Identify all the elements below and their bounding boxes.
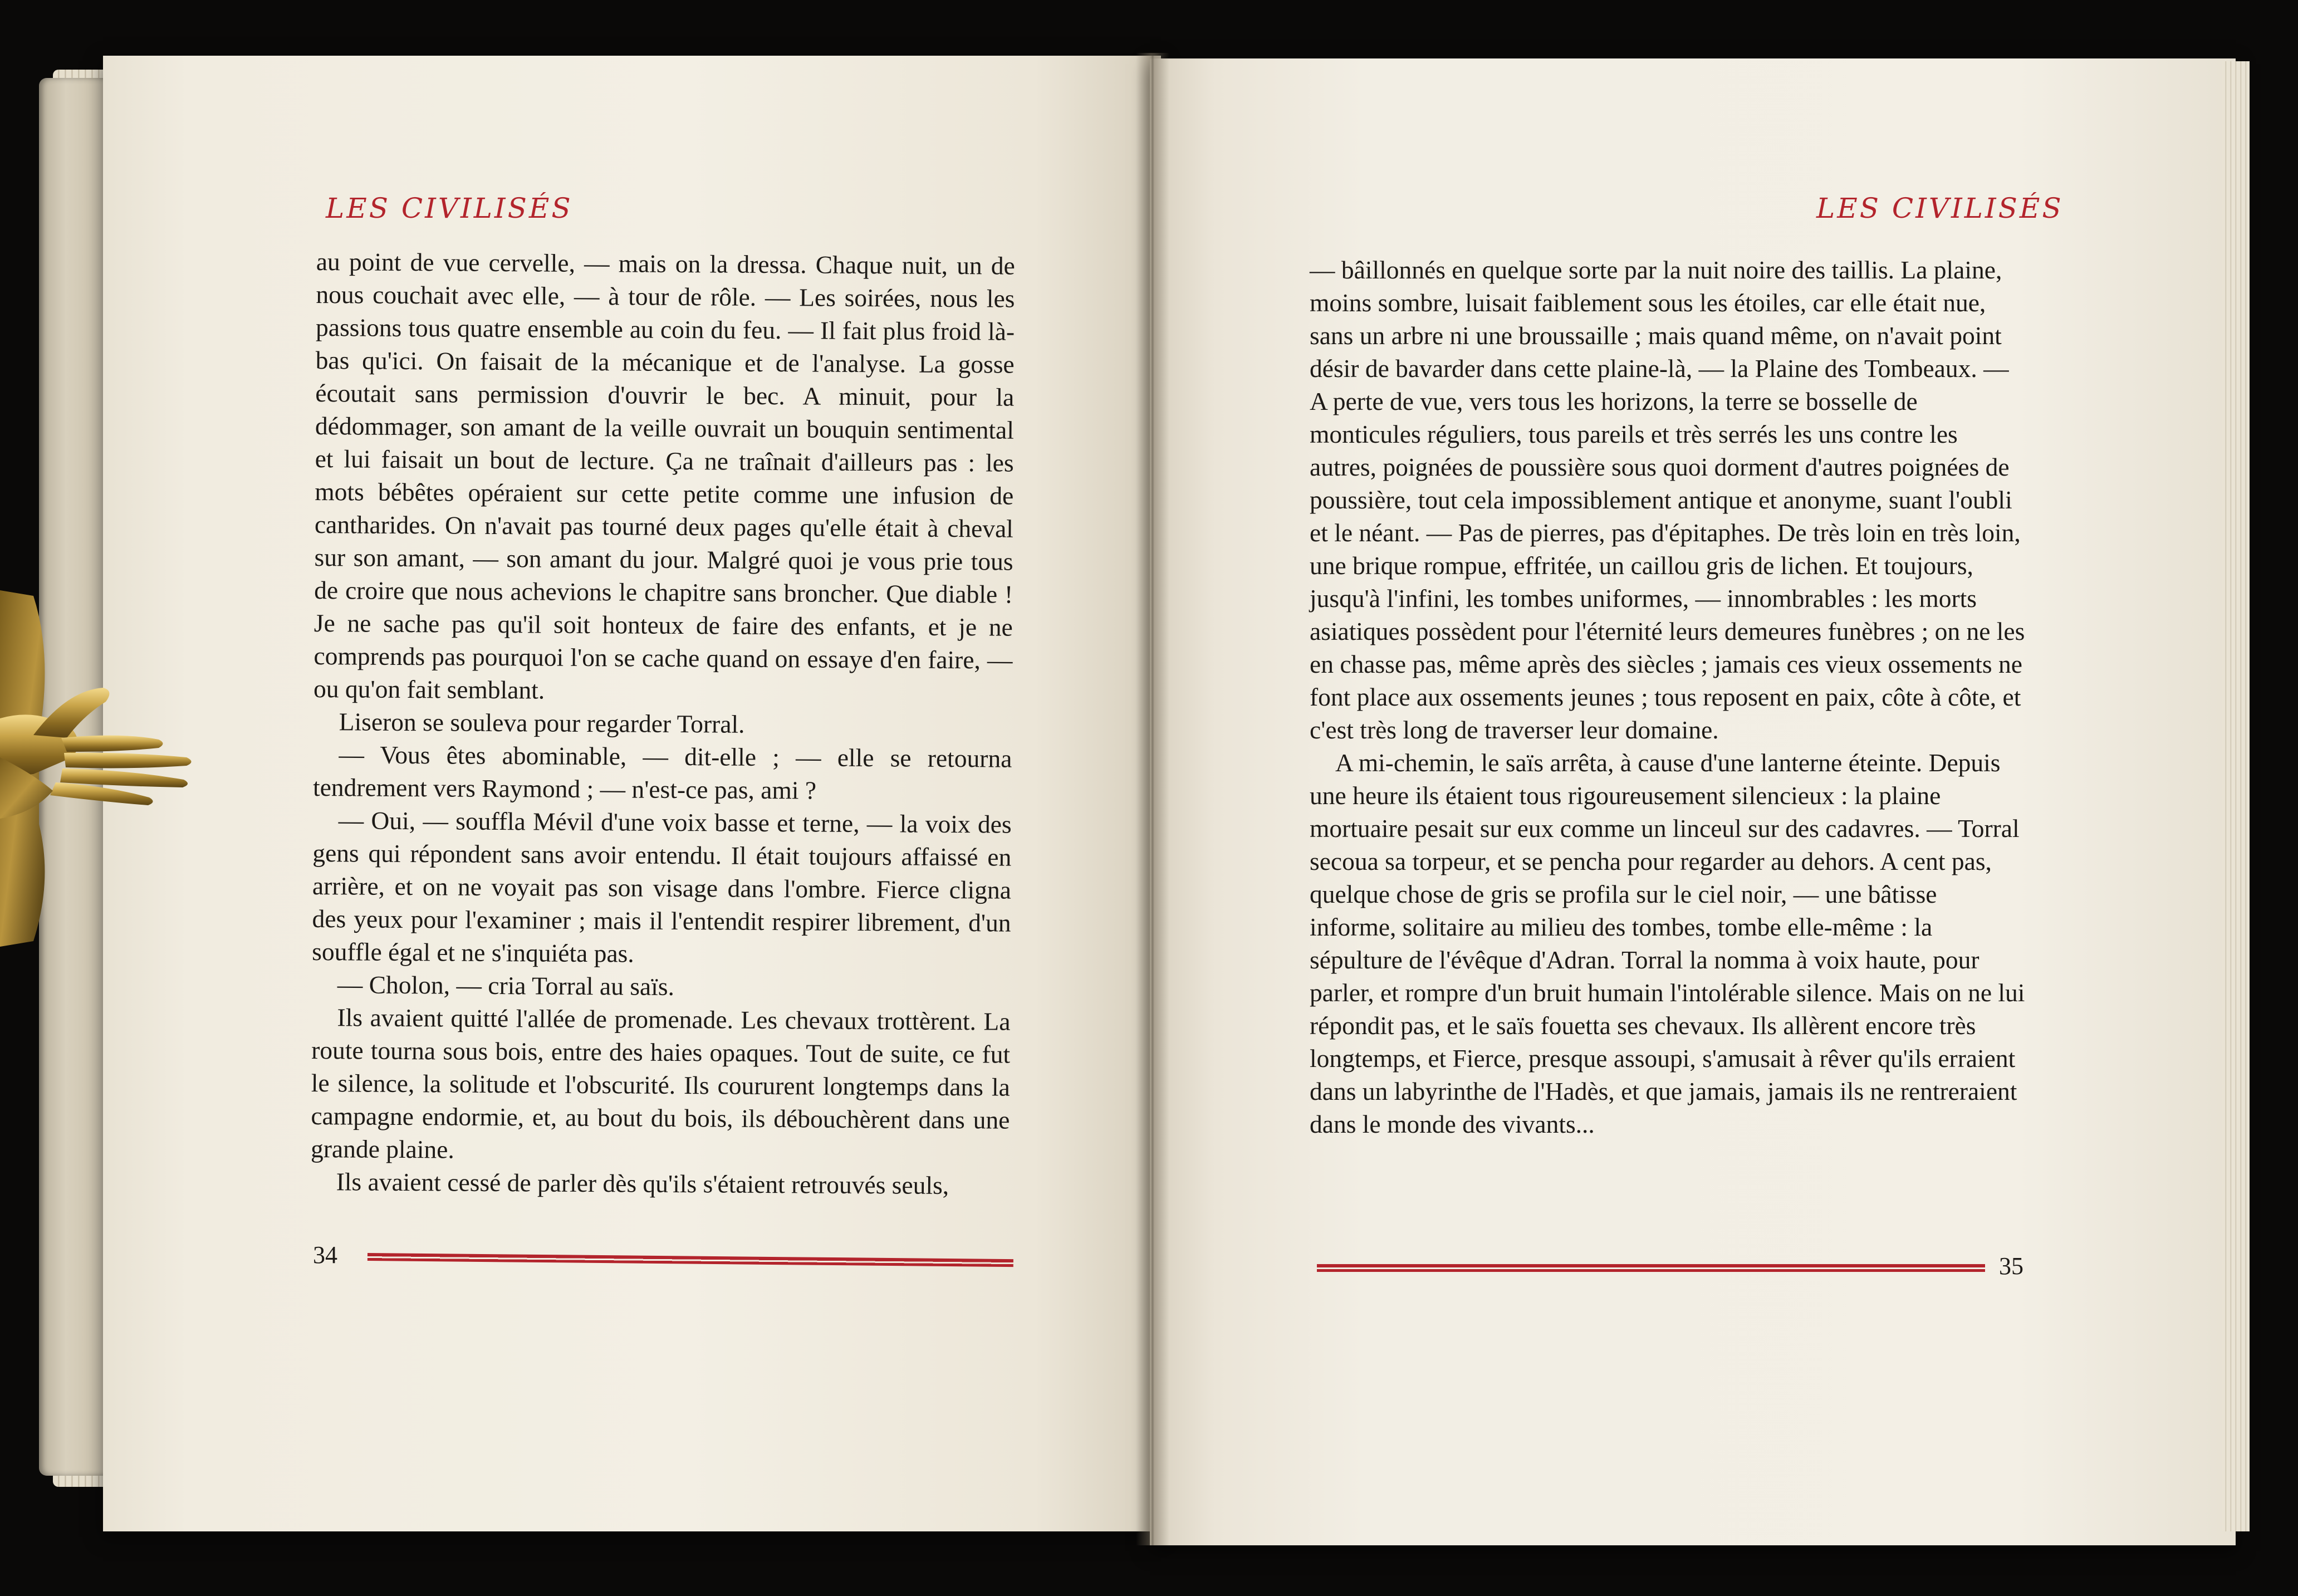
right-running-head: LES CIVILISÉS: [1816, 192, 2064, 224]
right-folio: 35: [1999, 1252, 2023, 1280]
right-red-rule: [1317, 1264, 1985, 1272]
left-paragraph-2: Liseron se souleva pour regarder Torral.: [339, 707, 745, 738]
right-page-edges: [2222, 61, 2250, 1531]
right-paragraph-2: A mi-chemin, le saïs arrêta, à cause d'une lanterne éteinte. Depuis une heure ils étaient tous rigoureusement silencieux : la plaine mortuaire pesait sur eux comme un linceul sur des cadavres. — Torral secoua sa torpeur, et se pencha pour regarder au dehors. A cent pas, quelque chose de gris se profila sur le ciel noir, — une bâtisse informe, solitaire au milieu des tombes, tombe elle-même : la sépulture de l'évêque d'Adran. Torral la nomma à voix haute, pour parler, et rompre d'un bruit humain l'intolérable silence. Mais on ne lui répondit pas, et le saïs fouetta ses chevaux. Ils allèrent encore très longtemps, et Fierce, presque assoupi, s'amusait à rêver qu'ils erraient dans un labyrinthe de l'Hadès, et que jamais, jamais ils ne rentreraient dans le monde des vivants...: [1310, 748, 2025, 1138]
left-text-block: [311, 245, 1015, 1202]
left-paragraph-7: Ils avaient cessé de parler dès qu'ils s'étaient retrouvés seuls,: [336, 1167, 949, 1200]
left-paragraph-4: — Oui, — souffla Mévil d'une voix basse et terne, — la voix des gens qui répondent sans avoir entendu. Il était toujours affaissé en arrière, et on ne voyait pas son visage dans l'ombre. Fierce cligna des yeux pour l'examiner ; mais il l'entendit respirer librement, d'un souffle égal et ne s'inquiéta pas.: [312, 806, 1012, 968]
brass-hand-icon: [0, 590, 200, 947]
left-folio: 34: [313, 1241, 337, 1269]
left-running-head: LES CIVILISÉS: [326, 192, 573, 224]
right-text-block: [1310, 253, 2029, 1140]
book-gutter: [1136, 53, 1169, 1545]
left-paragraph-6: Ils avaient quitté l'allée de promenade. Les chevaux trottèrent. La route tourna sous bois, entre des haies opaques. Tout de suite, ce fut le silence, la solitude et l'obscurité. Ils coururent longtemps dans la campagne endormie, et, au bout du bois, ils débouchèrent dans une grande plaine.: [310, 1003, 1011, 1164]
right-paragraph-1: — bâillonnés en quelque sorte par la nuit noire des taillis. La plaine, moins sombre, luisait faiblement sous les étoiles, car elle était nue, sans un arbre ni une broussaille ; mais quand même, on n'avait point désir de bavarder dans cette plaine-là, — la Plaine des Tombeaux. — A perte de vue, vers tous les horizons, la terre se bosselle de monticules réguliers, tous pareils et très serrés les uns contre les autres, poignées de poussière sous quoi dorment d'autres poignées de poussière, tout cela impossiblement antique et anonyme, suant l'oubli et le néant. — Pas de pierres, pas d'épitaphes. De très loin en très loin, une brique rompue, effritée, un caillou gris de lichen. Et toujours, jusqu'à l'infini, les tombes uniformes, — innombrables : les morts asiatiques possèdent pour l'éternité leurs demeures funèbres ; on ne les en chasse pas, même après des siècles ; jamais ces vieux ossements ne font place aux ossements jeunes ; tous reposent en paix, côte à côte, et c'est très long de traverser leur domaine.: [1310, 256, 2025, 744]
left-paragraph-1: au point de vue cervelle, — mais on la dressa. Chaque nuit, un de nous couchait avec elle, — à tour de rôle. — Les soirées, nous les passions tous quatre ensemble au coin du feu. — Il fait plus froid là-bas qu'ici. On faisait de la mécanique et de l'analyse. La gosse écoutait sans permission d'ouvrir le bec. A minuit, pour la dédommager, son amant de la veille ouvrait un bouquin sentimental et lui faisait un bout de lecture. Ça ne traînait d'ailleurs pas : les mots bébêtes opéraient sur cette petite comme une infusion de cantharides. On n'avait pas tourné deux pages qu'elle était à cheval sur son amant, — son amant du jour. Malgré quoi je vous prie tous de croire que nous achevions le chapitre sans broncher. Que diable ! Je ne sache pas qu'il soit honteux de faire des enfants, et je ne comprends pas pourquoi l'on se cache quand on essaye d'en faire, — ou qu'on fait semblant.: [313, 247, 1015, 704]
left-paragraph-5: — Cholon, — cria Torral au saïs.: [337, 970, 675, 1001]
left-paragraph-3: — Vous êtes abominable, — dit-elle ; — elle se retourna tendrement vers Raymond ; — n'est-ce pas, ami ?: [312, 740, 1012, 805]
